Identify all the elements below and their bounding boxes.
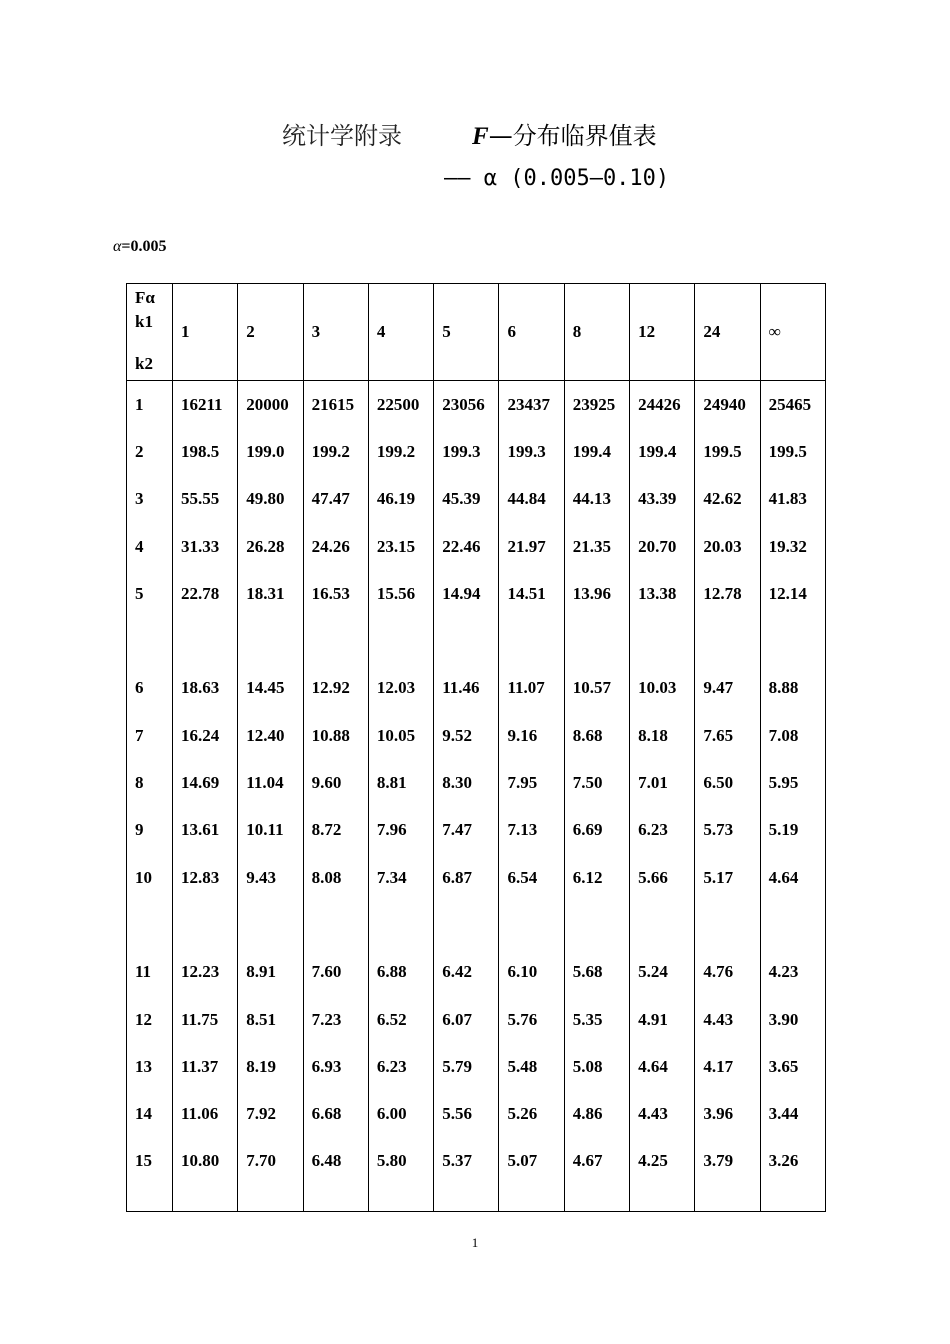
table-cell: 8.51 xyxy=(238,996,303,1043)
table-cell: 4.86 xyxy=(564,1090,629,1137)
row-header-k2: 1 xyxy=(127,381,173,429)
row-header-k2: 2 xyxy=(127,428,173,475)
table-cell: 8.72 xyxy=(303,807,368,854)
table-row xyxy=(127,428,826,475)
spacer-cell xyxy=(564,901,629,948)
table-cell: 8.19 xyxy=(238,1043,303,1090)
table-cell: 5.73 xyxy=(695,807,760,854)
table-cell: 10.57 xyxy=(564,665,629,712)
subtitle: —— α (0.005—0.10) xyxy=(444,166,670,191)
spacer-row xyxy=(127,617,826,664)
row-header-k2: 5 xyxy=(127,570,173,617)
table-cell: 13.38 xyxy=(630,570,695,617)
table-cell: 4.76 xyxy=(695,949,760,996)
row-header-k2: 10 xyxy=(127,854,173,901)
column-header: ∞ xyxy=(760,284,825,381)
table-cell: 18.63 xyxy=(173,665,238,712)
row-header-k2: 13 xyxy=(127,1043,173,1090)
corner-cell xyxy=(127,284,173,381)
table-cell: 8.18 xyxy=(630,712,695,759)
spacer-row xyxy=(127,901,826,948)
table-cell: 18.31 xyxy=(238,570,303,617)
table-row xyxy=(127,854,826,901)
spacer-cell xyxy=(238,617,303,664)
table-row xyxy=(127,476,826,523)
table-cell: 23.15 xyxy=(368,523,433,570)
title-f-letter: F xyxy=(472,123,489,150)
table-cell: 5.24 xyxy=(630,949,695,996)
column-header: 12 xyxy=(630,284,695,381)
spacer-cell xyxy=(499,901,564,948)
table-cell: 5.56 xyxy=(434,1090,499,1137)
table-cell: 22.78 xyxy=(173,570,238,617)
table-cell: 43.39 xyxy=(630,476,695,523)
table-cell: 11.46 xyxy=(434,665,499,712)
corner-label: k2 xyxy=(135,354,153,373)
table-cell: 5.08 xyxy=(564,1043,629,1090)
column-header: 6 xyxy=(499,284,564,381)
table-cell: 4.43 xyxy=(630,1090,695,1137)
spacer-cell xyxy=(630,617,695,664)
table-cell: 7.23 xyxy=(303,996,368,1043)
f-distribution-table xyxy=(126,283,826,1212)
table-cell: 8.68 xyxy=(564,712,629,759)
table-cell: 4.43 xyxy=(695,996,760,1043)
table-row xyxy=(127,807,826,854)
table-cell: 22500 xyxy=(368,381,433,429)
table-cell: 31.33 xyxy=(173,523,238,570)
table-cell: 4.25 xyxy=(630,1138,695,1212)
table-cell: 6.69 xyxy=(564,807,629,854)
table-cell: 199.0 xyxy=(238,428,303,475)
table-cell: 5.07 xyxy=(499,1138,564,1212)
row-header-k2: 12 xyxy=(127,996,173,1043)
table-cell: 10.88 xyxy=(303,712,368,759)
table-cell: 5.48 xyxy=(499,1043,564,1090)
column-header: 1 xyxy=(173,284,238,381)
table-cell: 26.28 xyxy=(238,523,303,570)
spacer-cell xyxy=(434,617,499,664)
table-cell: 9.43 xyxy=(238,854,303,901)
table-row xyxy=(127,570,826,617)
table-cell: 11.75 xyxy=(173,996,238,1043)
column-header: 2 xyxy=(238,284,303,381)
table-cell: 5.95 xyxy=(760,759,825,806)
table-cell: 46.19 xyxy=(368,476,433,523)
table-cell: 24.26 xyxy=(303,523,368,570)
table-cell: 9.60 xyxy=(303,759,368,806)
spacer-cell xyxy=(127,617,173,664)
table-row xyxy=(127,381,826,429)
table-cell: 14.45 xyxy=(238,665,303,712)
title-left: 统计学附录 xyxy=(282,122,402,150)
table-cell: 9.52 xyxy=(434,712,499,759)
row-header-k2: 3 xyxy=(127,476,173,523)
spacer-cell xyxy=(173,901,238,948)
spacer-cell xyxy=(303,617,368,664)
table-cell: 49.80 xyxy=(238,476,303,523)
table-cell: 10.80 xyxy=(173,1138,238,1212)
table-cell: 12.23 xyxy=(173,949,238,996)
table-cell: 23056 xyxy=(434,381,499,429)
table-cell: 8.88 xyxy=(760,665,825,712)
table-cell: 14.69 xyxy=(173,759,238,806)
row-header-k2: 9 xyxy=(127,807,173,854)
table-cell: 23925 xyxy=(564,381,629,429)
table-cell: 44.84 xyxy=(499,476,564,523)
table-cell: 8.91 xyxy=(238,949,303,996)
table-row xyxy=(127,949,826,996)
spacer-cell xyxy=(695,901,760,948)
table-cell: 199.5 xyxy=(695,428,760,475)
table-cell: 12.92 xyxy=(303,665,368,712)
table-cell: 25465 xyxy=(760,381,825,429)
table-cell: 15.56 xyxy=(368,570,433,617)
table-cell: 5.66 xyxy=(630,854,695,901)
table-row xyxy=(127,1090,826,1137)
table-cell: 13.96 xyxy=(564,570,629,617)
table-cell: 11.06 xyxy=(173,1090,238,1137)
column-header: 3 xyxy=(303,284,368,381)
table-cell: 13.61 xyxy=(173,807,238,854)
spacer-cell xyxy=(368,901,433,948)
row-header-k2: 11 xyxy=(127,949,173,996)
table-cell: 20.03 xyxy=(695,523,760,570)
table-cell: 45.39 xyxy=(434,476,499,523)
table-cell: 6.48 xyxy=(303,1138,368,1212)
table-cell: 199.4 xyxy=(564,428,629,475)
table-cell: 5.19 xyxy=(760,807,825,854)
table-cell: 6.00 xyxy=(368,1090,433,1137)
table-row xyxy=(127,523,826,570)
table-cell: 20000 xyxy=(238,381,303,429)
table-cell: 6.50 xyxy=(695,759,760,806)
table-cell: 7.13 xyxy=(499,807,564,854)
table-cell: 7.01 xyxy=(630,759,695,806)
table-cell: 24940 xyxy=(695,381,760,429)
column-header: 5 xyxy=(434,284,499,381)
table-cell: 6.10 xyxy=(499,949,564,996)
spacer-cell xyxy=(238,901,303,948)
table-cell: 10.03 xyxy=(630,665,695,712)
table-cell: 14.51 xyxy=(499,570,564,617)
row-header-k2: 6 xyxy=(127,665,173,712)
row-header-k2: 14 xyxy=(127,1090,173,1137)
table-cell: 24426 xyxy=(630,381,695,429)
row-header-k2: 7 xyxy=(127,712,173,759)
alpha-symbol: α xyxy=(113,238,122,255)
table-cell: 22.46 xyxy=(434,523,499,570)
table-cell: 4.23 xyxy=(760,949,825,996)
spacer-cell xyxy=(127,901,173,948)
table-cell: 5.37 xyxy=(434,1138,499,1212)
table-cell: 3.44 xyxy=(760,1090,825,1137)
table-cell: 12.03 xyxy=(368,665,433,712)
table-cell: 6.07 xyxy=(434,996,499,1043)
spacer-cell xyxy=(368,617,433,664)
table-cell: 12.40 xyxy=(238,712,303,759)
spacer-cell xyxy=(564,617,629,664)
table-row xyxy=(127,759,826,806)
table-cell: 3.90 xyxy=(760,996,825,1043)
table-cell: 199.2 xyxy=(303,428,368,475)
table-cell: 3.26 xyxy=(760,1138,825,1212)
table-cell: 41.83 xyxy=(760,476,825,523)
table-cell: 16.53 xyxy=(303,570,368,617)
table-cell: 7.50 xyxy=(564,759,629,806)
table-cell: 4.91 xyxy=(630,996,695,1043)
table-cell: 6.68 xyxy=(303,1090,368,1137)
spacer-cell xyxy=(173,617,238,664)
table-cell: 7.92 xyxy=(238,1090,303,1137)
table-cell: 199.2 xyxy=(368,428,433,475)
table-cell: 3.65 xyxy=(760,1043,825,1090)
table-cell: 9.47 xyxy=(695,665,760,712)
table-cell: 9.16 xyxy=(499,712,564,759)
table-row xyxy=(127,665,826,712)
table-cell: 3.96 xyxy=(695,1090,760,1137)
table-cell: 21.97 xyxy=(499,523,564,570)
table-row xyxy=(127,996,826,1043)
title-right xyxy=(472,116,657,151)
column-header: 4 xyxy=(368,284,433,381)
table-header-row xyxy=(127,284,826,381)
table-cell: 4.67 xyxy=(564,1138,629,1212)
table-cell: 5.79 xyxy=(434,1043,499,1090)
table-cell: 199.5 xyxy=(760,428,825,475)
table-cell: 16.24 xyxy=(173,712,238,759)
table-cell: 14.94 xyxy=(434,570,499,617)
column-header: 24 xyxy=(695,284,760,381)
table-cell: 5.35 xyxy=(564,996,629,1043)
table-cell: 4.64 xyxy=(630,1043,695,1090)
table-cell: 6.42 xyxy=(434,949,499,996)
table-cell: 16211 xyxy=(173,381,238,429)
page-number: 1 xyxy=(471,1235,479,1250)
table-cell: 12.78 xyxy=(695,570,760,617)
table-cell: 5.26 xyxy=(499,1090,564,1137)
row-header-k2: 8 xyxy=(127,759,173,806)
table-cell: 10.05 xyxy=(368,712,433,759)
table-cell: 5.68 xyxy=(564,949,629,996)
table-cell: 23437 xyxy=(499,381,564,429)
table-cell: 6.12 xyxy=(564,854,629,901)
spacer-cell xyxy=(630,901,695,948)
table-cell: 12.83 xyxy=(173,854,238,901)
spacer-cell xyxy=(695,617,760,664)
table-cell: 8.08 xyxy=(303,854,368,901)
spacer-cell xyxy=(499,617,564,664)
table-cell: 4.64 xyxy=(760,854,825,901)
table-cell: 10.11 xyxy=(238,807,303,854)
row-header-k2: 4 xyxy=(127,523,173,570)
table-cell: 47.47 xyxy=(303,476,368,523)
table-cell: 20.70 xyxy=(630,523,695,570)
table-cell: 5.76 xyxy=(499,996,564,1043)
table-cell: 7.70 xyxy=(238,1138,303,1212)
table-cell: 8.81 xyxy=(368,759,433,806)
page-title xyxy=(0,112,950,152)
spacer-cell xyxy=(760,617,825,664)
row-header-k2: 15 xyxy=(127,1138,173,1212)
table-cell: 6.93 xyxy=(303,1043,368,1090)
table-cell: 5.17 xyxy=(695,854,760,901)
table-cell: 3.79 xyxy=(695,1138,760,1212)
corner-label: k1 xyxy=(135,312,153,331)
alpha-label xyxy=(113,238,167,256)
table-cell: 6.23 xyxy=(368,1043,433,1090)
table-cell: 4.17 xyxy=(695,1043,760,1090)
alpha-value: =0.005 xyxy=(121,238,167,255)
table-cell: 7.08 xyxy=(760,712,825,759)
table-cell: 19.32 xyxy=(760,523,825,570)
spacer-cell xyxy=(434,901,499,948)
table-cell: 5.80 xyxy=(368,1138,433,1212)
table-cell: 11.37 xyxy=(173,1043,238,1090)
spacer-cell xyxy=(303,901,368,948)
table-cell: 7.60 xyxy=(303,949,368,996)
table-cell: 7.96 xyxy=(368,807,433,854)
column-header: 8 xyxy=(564,284,629,381)
table-cell: 55.55 xyxy=(173,476,238,523)
table-cell: 44.13 xyxy=(564,476,629,523)
table-cell: 199.3 xyxy=(434,428,499,475)
table-cell: 21615 xyxy=(303,381,368,429)
title-right-rest: —分布临界值表 xyxy=(488,122,657,150)
table-cell: 11.07 xyxy=(499,665,564,712)
table-row xyxy=(127,1043,826,1090)
table-cell: 6.23 xyxy=(630,807,695,854)
corner-label: Fα xyxy=(135,288,155,307)
table-cell: 6.52 xyxy=(368,996,433,1043)
table-cell: 198.5 xyxy=(173,428,238,475)
table-cell: 7.34 xyxy=(368,854,433,901)
table-cell: 11.04 xyxy=(238,759,303,806)
table-cell: 6.87 xyxy=(434,854,499,901)
table-cell: 12.14 xyxy=(760,570,825,617)
table-cell: 7.95 xyxy=(499,759,564,806)
table-cell: 42.62 xyxy=(695,476,760,523)
table-row xyxy=(127,712,826,759)
table-cell: 7.65 xyxy=(695,712,760,759)
table-row xyxy=(127,1138,826,1212)
table-cell: 6.54 xyxy=(499,854,564,901)
spacer-cell xyxy=(760,901,825,948)
table-cell: 6.88 xyxy=(368,949,433,996)
table-cell: 8.30 xyxy=(434,759,499,806)
table-cell: 21.35 xyxy=(564,523,629,570)
table-cell: 199.3 xyxy=(499,428,564,475)
table-cell: 199.4 xyxy=(630,428,695,475)
table-cell: 7.47 xyxy=(434,807,499,854)
